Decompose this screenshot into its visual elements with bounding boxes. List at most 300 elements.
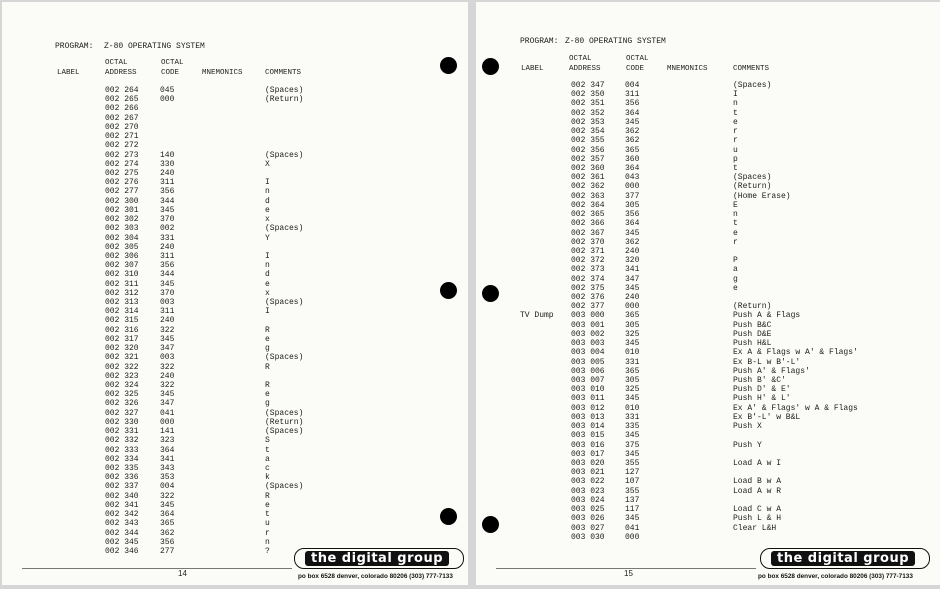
listing-row — [2, 538, 468, 547]
row-address: 002 305 — [105, 242, 139, 252]
row-code: 347 — [625, 274, 640, 284]
row-address: 002 357 — [571, 154, 605, 164]
row-address: 002 351 — [571, 99, 605, 109]
row-address: 002 375 — [571, 283, 605, 293]
row-code: 000 — [625, 302, 640, 312]
row-comment: Push A' & Flags' — [733, 366, 810, 376]
row-code: 364 — [625, 108, 640, 118]
row-comment: Push Y — [733, 440, 762, 450]
row-code: 137 — [625, 495, 640, 505]
listing-row — [2, 261, 468, 270]
listing-row — [2, 123, 468, 132]
row-address: 002 276 — [105, 178, 139, 188]
row-code: 345 — [160, 205, 175, 215]
program-name: Z-80 OPERATING SYSTEM — [104, 42, 205, 51]
row-comment: Load A w I — [733, 458, 782, 468]
row-code: 141 — [160, 427, 175, 437]
listing-row — [2, 363, 468, 372]
row-code: 345 — [625, 117, 640, 127]
listing-row — [2, 372, 468, 381]
digital-group-logo: the digital group — [760, 548, 930, 569]
row-address: 002 331 — [105, 427, 139, 437]
listing-row — [2, 151, 468, 160]
row-comment: E — [733, 200, 738, 210]
row-comment: (Spaces) — [265, 408, 304, 418]
row-comment: ? — [265, 546, 270, 556]
listing-row — [2, 316, 468, 325]
row-comment: Push D&E — [733, 329, 772, 339]
footer-address: po box 6528 denver, colorado 80206 (303) 777-7133 — [758, 573, 913, 580]
row-address: 002 314 — [105, 307, 139, 317]
listing-row — [476, 192, 940, 201]
row-code: 356 — [160, 537, 175, 547]
row-code: 344 — [160, 270, 175, 280]
listing-row — [2, 501, 468, 510]
row-address: 003 021 — [571, 468, 605, 478]
listing-row — [2, 86, 468, 95]
row-address: 002 356 — [571, 145, 605, 155]
row-address: 002 362 — [571, 182, 605, 192]
row-code: 362 — [625, 136, 640, 146]
row-address: 002 266 — [105, 104, 139, 114]
row-address: 003 024 — [571, 495, 605, 505]
row-address: 002 363 — [571, 191, 605, 201]
row-comment: e — [265, 279, 270, 289]
row-address: 002 300 — [105, 196, 139, 206]
row-code: 322 — [160, 381, 175, 390]
row-address: 002 376 — [571, 293, 605, 303]
row-comment: e — [265, 500, 270, 510]
row-address: 002 316 — [105, 325, 139, 335]
row-comment: p — [733, 154, 738, 164]
binder-hole — [440, 282, 457, 299]
listing-row — [2, 270, 468, 279]
row-address: 002 361 — [571, 173, 605, 183]
listing-row — [476, 302, 940, 311]
row-code: 305 — [625, 200, 640, 210]
page-number: 14 — [178, 569, 187, 578]
binder-hole — [482, 58, 499, 75]
row-address: 002 322 — [105, 362, 139, 372]
listing-row — [2, 399, 468, 408]
listing-row — [476, 505, 940, 514]
listing-row — [476, 293, 940, 302]
row-address: 002 342 — [105, 510, 139, 520]
row-code: 240 — [160, 371, 175, 381]
row-code: 347 — [160, 344, 175, 354]
row-address: 002 355 — [571, 136, 605, 146]
listing-row — [476, 431, 940, 440]
row-address: 002 371 — [571, 246, 605, 256]
row-code: 365 — [625, 311, 640, 321]
row-address: 002 365 — [571, 210, 605, 220]
label-column-header: LABEL — [521, 65, 544, 73]
listing-row — [476, 394, 940, 403]
row-address: 002 321 — [105, 353, 139, 363]
row-code: 356 — [160, 261, 175, 271]
listing-row — [476, 339, 940, 348]
row-code: 345 — [625, 339, 640, 349]
listing-row — [476, 321, 940, 330]
row-comment: Load A w R — [733, 486, 782, 496]
row-code: 347 — [160, 399, 175, 409]
row-address: 002 307 — [105, 261, 139, 271]
row-code: 331 — [160, 233, 175, 243]
row-address: 002 304 — [105, 233, 139, 243]
row-address: 002 337 — [105, 482, 139, 492]
row-comment: t — [265, 445, 270, 455]
row-address: 002 352 — [571, 108, 605, 118]
listing-row — [476, 173, 940, 182]
row-comment: Push L & H — [733, 514, 782, 524]
listing-row — [476, 247, 940, 256]
listing-row — [476, 201, 940, 210]
row-address: 002 326 — [105, 399, 139, 409]
row-address: 003 027 — [571, 523, 605, 533]
listing-row — [2, 390, 468, 399]
row-code: 353 — [160, 473, 175, 483]
listing-row — [2, 234, 468, 243]
row-comment: n — [265, 261, 270, 271]
row-address: 003 012 — [571, 403, 605, 413]
listing-row — [476, 81, 940, 90]
row-comment: n — [265, 187, 270, 197]
row-comment: n — [265, 537, 270, 547]
row-code: 140 — [160, 150, 175, 160]
row-comment: e — [265, 390, 270, 400]
row-code: 305 — [625, 376, 640, 385]
row-code: 356 — [625, 99, 640, 109]
row-comment: (Return) — [733, 182, 772, 192]
listing-row — [2, 307, 468, 316]
listing-row — [476, 210, 940, 219]
row-comment: (Spaces) — [265, 150, 304, 160]
row-code: 345 — [625, 449, 640, 459]
row-address: 002 372 — [571, 256, 605, 266]
listing-rows — [476, 81, 940, 542]
row-code: 345 — [160, 279, 175, 289]
binder-hole — [482, 285, 499, 302]
listing-row — [476, 477, 940, 486]
listing-row — [2, 464, 468, 473]
row-address: 003 026 — [571, 514, 605, 524]
row-address: 002 317 — [105, 334, 139, 344]
row-address: 002 327 — [105, 408, 139, 418]
row-address: 002 310 — [105, 270, 139, 280]
row-comment: e — [265, 205, 270, 215]
row-address: 002 312 — [105, 288, 139, 298]
row-address: 002 302 — [105, 215, 139, 225]
row-code: 045 — [160, 86, 175, 95]
row-comment: P — [733, 256, 738, 266]
row-code: 341 — [625, 265, 640, 275]
row-code: 240 — [160, 242, 175, 252]
row-comment: I — [265, 178, 270, 188]
row-code: 345 — [625, 431, 640, 441]
row-comment: t — [733, 219, 738, 229]
row-address: 002 313 — [105, 298, 139, 308]
listing-row — [2, 178, 468, 187]
row-code: 331 — [625, 357, 640, 367]
row-code: 370 — [160, 215, 175, 225]
row-code: 041 — [625, 523, 640, 533]
row-address: 002 360 — [571, 163, 605, 173]
binder-hole — [482, 516, 499, 533]
row-code: 335 — [625, 422, 640, 432]
row-address: 002 373 — [571, 265, 605, 275]
row-code: 240 — [625, 293, 640, 303]
row-code: 345 — [625, 283, 640, 293]
listing-row — [2, 215, 468, 224]
listing-page-15 — [476, 2, 940, 585]
row-address: 002 274 — [105, 159, 139, 169]
listing-row — [476, 109, 940, 118]
row-comment: Push X — [733, 422, 762, 432]
listing-row — [2, 206, 468, 215]
footer-rule — [22, 568, 292, 569]
row-comment: Push A & Flags — [733, 311, 801, 321]
listing-row — [476, 441, 940, 450]
listing-row — [476, 99, 940, 108]
row-code: 043 — [625, 173, 640, 183]
row-address: 003 020 — [571, 458, 605, 468]
row-code: 356 — [625, 210, 640, 220]
listing-row — [476, 376, 940, 385]
listing-row — [2, 243, 468, 252]
row-comment: (Return) — [265, 95, 304, 105]
binder-hole — [440, 508, 457, 525]
row-address: 002 370 — [571, 237, 605, 247]
row-address: 002 306 — [105, 251, 139, 261]
listing-row — [476, 182, 940, 191]
listing-row — [476, 219, 940, 228]
listing-row — [476, 385, 940, 394]
row-comment: g — [733, 274, 738, 284]
listing-row — [2, 409, 468, 418]
row-comment: g — [265, 399, 270, 409]
row-code: 325 — [625, 329, 640, 339]
listing-row — [2, 344, 468, 353]
row-address: 003 010 — [571, 385, 605, 395]
row-code: 360 — [625, 154, 640, 164]
row-comment: n — [733, 99, 738, 109]
listing-row — [476, 487, 940, 496]
listing-page-14 — [2, 2, 468, 585]
row-comment: c — [265, 463, 270, 473]
row-address: 002 345 — [105, 537, 139, 547]
row-code: 311 — [160, 307, 175, 317]
row-code: 010 — [625, 348, 640, 358]
row-code: 107 — [625, 477, 640, 487]
row-label: TV Dump — [520, 311, 554, 321]
listing-row — [2, 197, 468, 206]
row-address: 002 325 — [105, 390, 139, 400]
row-comment: d — [265, 196, 270, 206]
row-code: 331 — [625, 412, 640, 422]
row-code: 355 — [625, 486, 640, 496]
row-comment: a — [265, 454, 270, 464]
row-comment: Push B' &C' — [733, 376, 786, 385]
row-code: 365 — [160, 519, 175, 529]
row-comment: R — [265, 491, 270, 501]
row-comment: (Spaces) — [265, 86, 304, 95]
row-address: 002 332 — [105, 436, 139, 446]
listing-row — [2, 187, 468, 196]
listing-row — [2, 224, 468, 233]
row-code: 377 — [625, 191, 640, 201]
listing-row — [2, 427, 468, 436]
row-address: 002 350 — [571, 90, 605, 100]
listing-row — [2, 418, 468, 427]
row-code: 041 — [160, 408, 175, 418]
program-name: Z-80 OPERATING SYSTEM — [565, 37, 666, 46]
listing-row — [2, 326, 468, 335]
row-comment: (Spaces) — [733, 173, 772, 183]
row-address: 002 272 — [105, 141, 139, 151]
row-comment: n — [733, 210, 738, 220]
row-comment: u — [733, 145, 738, 155]
row-address: 002 344 — [105, 528, 139, 538]
row-comment: (Spaces) — [733, 81, 772, 90]
row-address: 002 277 — [105, 187, 139, 197]
row-code: 004 — [160, 482, 175, 492]
row-code: 003 — [160, 298, 175, 308]
listing-row — [476, 459, 940, 468]
row-comment: Ex B'-L' w B&L — [733, 412, 801, 422]
row-address: 002 377 — [571, 302, 605, 312]
listing-row — [2, 289, 468, 298]
row-comment: x — [265, 215, 270, 225]
listing-row — [2, 141, 468, 150]
listing-row — [2, 252, 468, 261]
listing-row — [2, 280, 468, 289]
page-number: 15 — [624, 569, 633, 578]
row-address: 003 016 — [571, 440, 605, 450]
listing-row — [2, 104, 468, 113]
row-address: 002 367 — [571, 228, 605, 238]
listing-row — [476, 496, 940, 505]
row-comment: (Spaces) — [265, 482, 304, 492]
row-comment: Ex B-L w B'-L' — [733, 357, 801, 367]
row-address: 003 004 — [571, 348, 605, 358]
listing-row — [2, 519, 468, 528]
row-address: 002 333 — [105, 445, 139, 455]
listing-row — [476, 348, 940, 357]
row-comment: X — [265, 159, 270, 169]
row-comment: R — [265, 381, 270, 390]
row-comment: (Spaces) — [265, 298, 304, 308]
row-code: 365 — [625, 366, 640, 376]
row-code: 240 — [160, 168, 175, 178]
row-comment: x — [265, 288, 270, 298]
row-address: 003 000 — [571, 311, 605, 321]
row-code: 362 — [625, 127, 640, 137]
listing-row — [476, 238, 940, 247]
listing-row — [476, 155, 940, 164]
row-comment: (Return) — [733, 302, 772, 312]
row-code: 345 — [625, 228, 640, 238]
row-comment: t — [733, 163, 738, 173]
listing-row — [476, 450, 940, 459]
listing-row — [476, 127, 940, 136]
row-address: 002 311 — [105, 279, 139, 289]
row-code: 362 — [625, 237, 640, 247]
row-comment: (Spaces) — [265, 353, 304, 363]
listing-row — [2, 473, 468, 482]
row-code: 330 — [160, 159, 175, 169]
row-address: 003 002 — [571, 329, 605, 339]
row-address: 002 354 — [571, 127, 605, 137]
digital-group-logo: the digital group — [294, 548, 464, 569]
program-label: PROGRAM: — [55, 42, 94, 51]
row-comment: k — [265, 473, 270, 483]
row-address: 003 025 — [571, 505, 605, 515]
row-code: 345 — [625, 394, 640, 404]
listing-row — [476, 90, 940, 99]
listing-row — [2, 492, 468, 501]
listing-row — [476, 118, 940, 127]
row-address: 002 323 — [105, 371, 139, 381]
listing-row — [476, 358, 940, 367]
row-code: 000 — [160, 417, 175, 427]
listing-row — [476, 136, 940, 145]
row-address: 002 335 — [105, 463, 139, 473]
comments-column-header: COMMENTS — [265, 69, 302, 77]
row-comment: r — [265, 528, 270, 538]
row-address: 002 273 — [105, 150, 139, 160]
row-code: 000 — [625, 532, 640, 542]
row-code: 325 — [625, 385, 640, 395]
listing-row — [2, 510, 468, 519]
row-code: 345 — [160, 390, 175, 400]
listing-row — [2, 335, 468, 344]
row-comment: g — [265, 344, 270, 354]
row-code: 117 — [625, 505, 640, 515]
listing-row — [2, 160, 468, 169]
row-code: 000 — [160, 95, 175, 105]
row-comment: t — [733, 108, 738, 118]
row-code: 311 — [625, 90, 640, 100]
row-code: 311 — [160, 178, 175, 188]
row-address: 003 022 — [571, 477, 605, 487]
row-address: 003 030 — [571, 532, 605, 542]
row-comment: I — [733, 90, 738, 100]
listing-row — [2, 169, 468, 178]
row-code: 345 — [160, 334, 175, 344]
row-code: 364 — [625, 163, 640, 173]
row-code: 004 — [625, 81, 640, 90]
listing-row — [2, 455, 468, 464]
row-code: 345 — [160, 500, 175, 510]
listing-row — [2, 114, 468, 123]
row-code: 000 — [625, 182, 640, 192]
row-comment: (Spaces) — [265, 427, 304, 437]
row-code: 240 — [160, 316, 175, 326]
listing-row — [476, 229, 940, 238]
row-comment: S — [265, 436, 270, 446]
row-code: 010 — [625, 403, 640, 413]
row-comment: (Home Erase) — [733, 191, 791, 201]
row-address: 002 374 — [571, 274, 605, 284]
listing-row — [2, 446, 468, 455]
row-code: 322 — [160, 325, 175, 335]
code-column-header: OCTAL CODE — [626, 55, 649, 73]
row-address: 002 270 — [105, 122, 139, 132]
row-address: 003 023 — [571, 486, 605, 496]
listing-row — [476, 514, 940, 523]
listing-row — [476, 404, 940, 413]
row-address: 003 006 — [571, 366, 605, 376]
